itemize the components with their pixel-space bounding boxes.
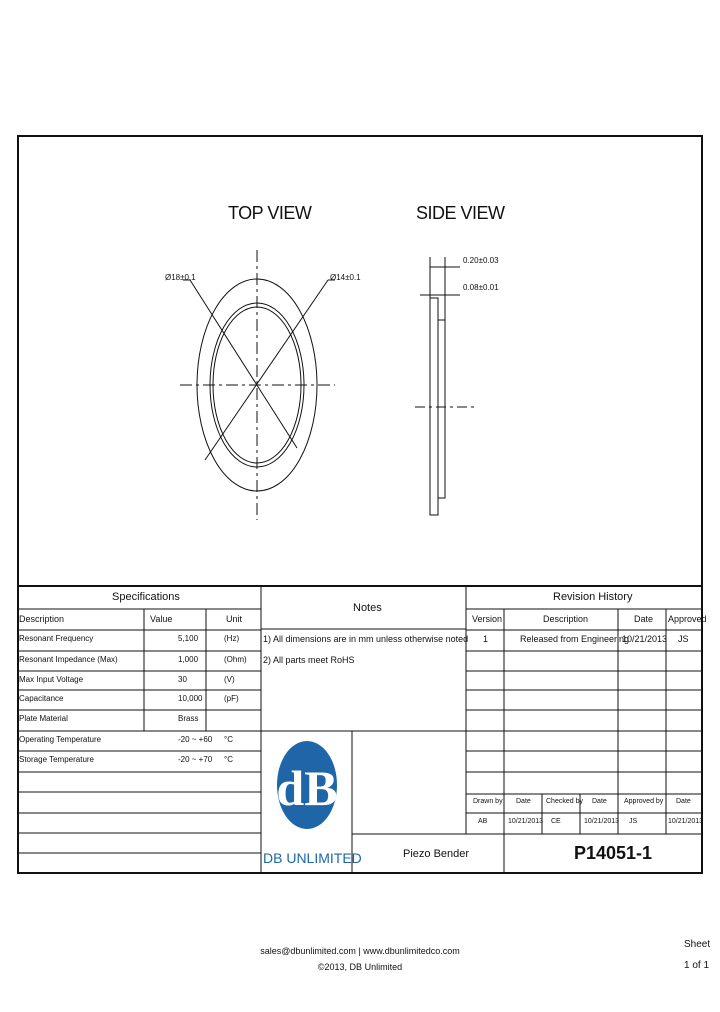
sheet-value: 1 of 1 [684,960,710,971]
spec-header-description: Description [19,614,65,624]
signoff-header: Checked by [546,798,583,805]
signoff-header: Date [676,798,691,805]
spec-header-unit: Unit [226,614,243,624]
spec-cell-value: 1,000 [178,655,199,664]
note-line-1: 1) All dimensions are in mm unless otherwise noted [263,634,469,644]
spec-cell-description: Storage Temperature [19,755,95,764]
spec-header-value: Value [150,614,173,624]
db-unlimited-logo [274,737,344,837]
spec-cell-description: Max Input Voltage [19,675,84,684]
notes-title: Notes [353,602,382,614]
signoff-value: CE [551,818,561,825]
signoff-header: Date [516,798,531,805]
spec-cell-value: -20 ~ +60 [178,735,213,744]
signoff-header: Drawn by [473,798,503,805]
spec-cell-description: Resonant Frequency [19,634,94,643]
spec-cell-unit: (Hz) [224,634,240,643]
spec-cell-description: Resonant Impedance (Max) [19,655,118,664]
spec-cell-unit: °C [224,735,233,744]
logo-text: DB UNLIMITED [263,850,362,866]
revision-header-date: Date [634,614,654,624]
signoff-value: 10/21/2013 [584,818,620,825]
spec-cell-unit: (pF) [224,694,239,703]
dim-total-thickness: 0.20±0.03 [463,256,499,265]
revision-approved: JS [678,634,689,644]
side-view-title: SIDE VIEW [416,203,505,223]
spec-cell-unit: °C [224,755,233,764]
spec-cell-value: Brass [178,714,199,723]
dim-inner-label: Ø14±0.1 [330,273,361,282]
spec-cell-value: 5,100 [178,634,199,643]
revision-header-description: Description [543,614,589,624]
spec-cell-value: -20 ~ +70 [178,755,213,764]
spec-cell-unit: (V) [224,675,235,684]
part-number: P14051-1 [574,843,653,863]
part-name: Piezo Bender [403,848,470,860]
signoff-value: JS [629,818,638,825]
spec-cell-description: Operating Temperature [19,735,102,744]
spec-cell-unit: (Ohm) [224,655,247,664]
signoff-header: Date [592,798,607,805]
note-line-2: 2) All parts meet RoHS [263,655,355,665]
spec-cell-value: 30 [178,675,187,684]
signoff-value: AB [478,818,488,825]
footer-contact: sales@dbunlimited.com | www.dbunlimitedco.com [260,946,460,956]
revision-description: Released from Engineering [520,634,630,644]
signoff-header: Approved by [624,798,664,805]
top-view-title: TOP VIEW [228,203,312,223]
dim-plate-thickness: 0.08±0.01 [463,283,499,292]
specifications-title: Specifications [112,591,180,603]
spec-cell-value: 10,000 [178,694,203,703]
spec-cell-description: Capacitance [19,694,64,703]
revision-date: 10/21/2013 [622,634,668,644]
signoff-value: 10/21/2013 [508,818,544,825]
spec-cell-description: Plate Material [19,714,68,723]
logo-letters: dB [276,760,338,816]
footer-copyright: ©2013, DB Unlimited [317,962,403,972]
revision-title: Revision History [553,591,633,603]
revision-header-version: Version [472,614,503,624]
dim-outer-label: Ø18±0.1 [165,273,196,282]
sheet-label: Sheet [684,939,711,950]
revision-version: 1 [483,634,489,644]
revision-header-approved: Approved [668,614,707,624]
signoff-value: 10/21/2013 [668,818,704,825]
